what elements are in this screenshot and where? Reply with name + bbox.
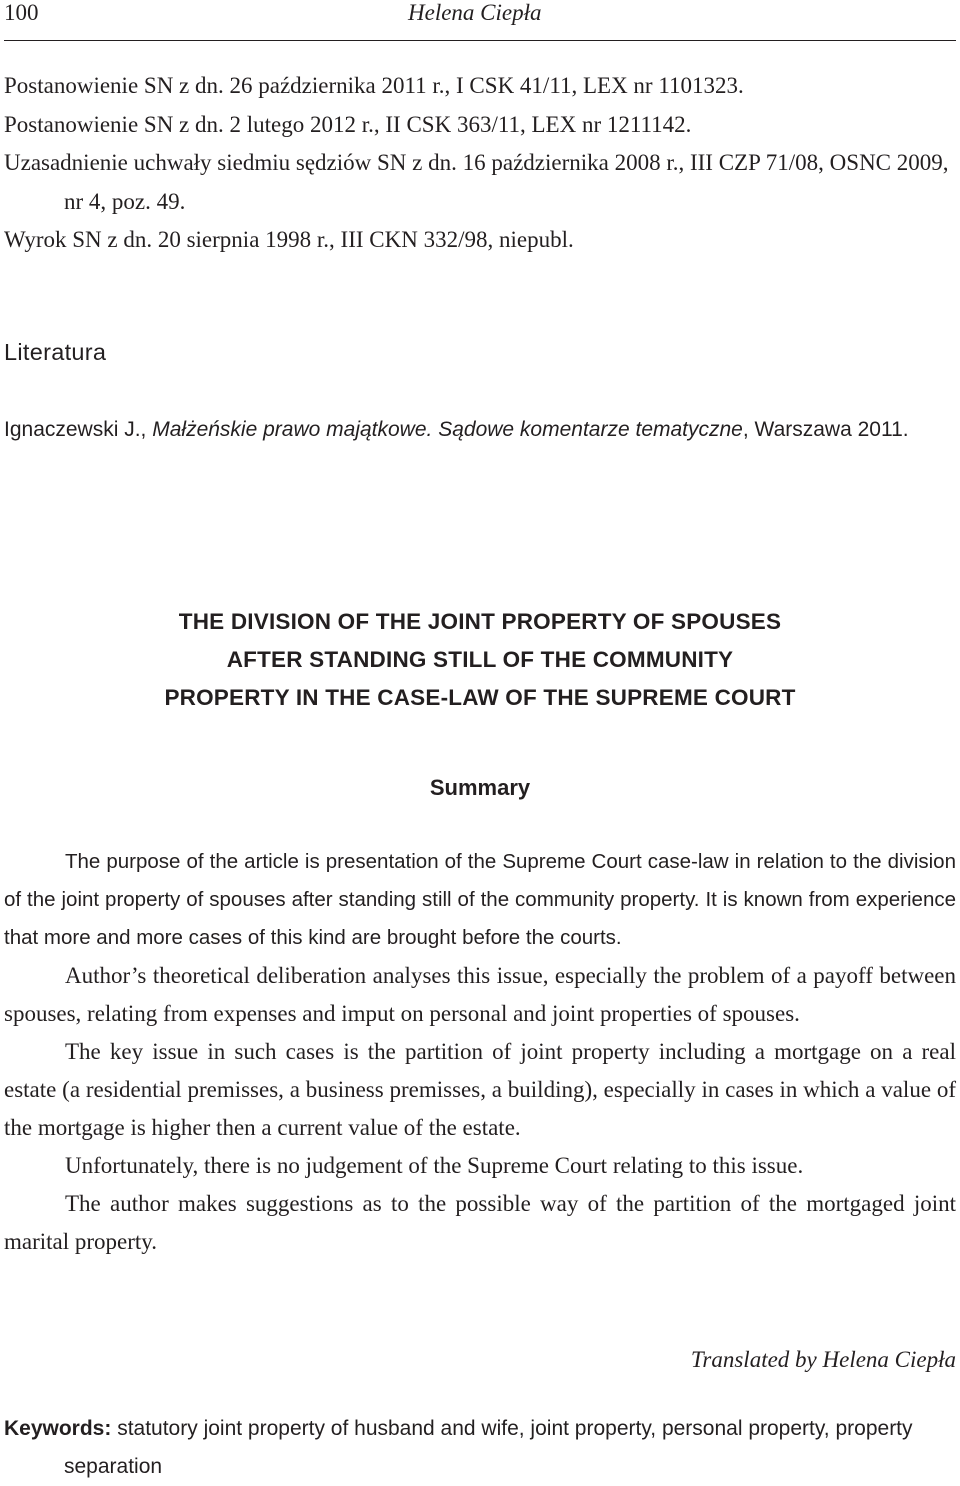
header-rule bbox=[4, 40, 956, 41]
case-law-item: Uzasadnienie uchwały siedmiu sędziów SN z dn. 16 października 2008 r., III CZP 71/08, OSNC 2009, nr 4, poz. 49. bbox=[4, 150, 949, 214]
summary-title-line: THE DIVISION OF THE JOINT PROPERTY OF SPOUSES bbox=[178, 609, 782, 634]
literature-place-year: , Warszawa 2011. bbox=[742, 418, 909, 441]
running-head bbox=[4, 0, 956, 28]
literature-item bbox=[4, 411, 956, 449]
summary-label: Summary bbox=[429, 775, 531, 800]
case-law-list bbox=[4, 67, 956, 260]
literature-title: Małżeńskie prawo majątkowe. bbox=[152, 418, 433, 441]
case-law-item: Postanowienie SN z dn. 26 października 2011 r., I CSK 41/11, LEX nr 1101323. bbox=[4, 73, 744, 98]
literature-series: Sądowe komentarze tematyczne bbox=[438, 418, 743, 441]
case-law-item: Wyrok SN z dn. 20 sierpnia 1998 r., III CKN 332/98, niepubl. bbox=[4, 227, 574, 252]
summary-body bbox=[4, 843, 956, 1261]
case-law-item: Postanowienie SN z dn. 2 lutego 2012 r., II CSK 363/11, LEX nr 1211142. bbox=[4, 111, 692, 137]
summary-title-line: AFTER STANDING STILL OF THE COMMUNITY bbox=[226, 647, 734, 672]
summary-paragraph: Author’s theoretical deliberation analyses this issue, especially the problem of a payoff between spouses, relating from expenses and imput on personal and joint properties of spouses. bbox=[4, 963, 956, 1026]
summary-paragraph: The key issue in such cases is the partition of joint property including a mortgage on a real estate (a residential premisses, a business premisses, a building), especially in cases in which a value of the mortgage is higher then a current value of the estate. bbox=[4, 1039, 956, 1140]
summary-paragraph: The author makes suggestions as to the possible way of the partition of the mortgaged joint marital property. bbox=[4, 1191, 956, 1254]
summary-paragraph: Unfortunately, there is no judgement of the Supreme Court relating to this issue. bbox=[65, 1153, 804, 1178]
keywords bbox=[4, 1410, 956, 1486]
literature-list bbox=[4, 411, 956, 449]
summary-paragraph: The purpose of the article is presentation of the Supreme Court case-law in relation to the division of the joint property of spouses after standing still of the community property. It is known from experience that more and more cases of this kind are brought before the courts. bbox=[4, 850, 956, 949]
literature-author: Ignaczewski J., bbox=[4, 418, 147, 441]
page-number: 100 bbox=[4, 0, 39, 25]
translator-credit: Translated by Helena Ciepła bbox=[690, 1347, 956, 1372]
keywords-label: Keywords: bbox=[4, 1417, 112, 1440]
keywords-text: statutory joint property of husband and wife, joint property, personal property, property separation bbox=[64, 1417, 913, 1478]
running-head-author: Helena Ciepła bbox=[408, 0, 542, 25]
literature-heading: Literatura bbox=[4, 339, 107, 365]
summary-title-line: PROPERTY IN THE CASE-LAW OF THE SUPREME COURT bbox=[164, 685, 796, 710]
summary-title bbox=[4, 603, 956, 717]
